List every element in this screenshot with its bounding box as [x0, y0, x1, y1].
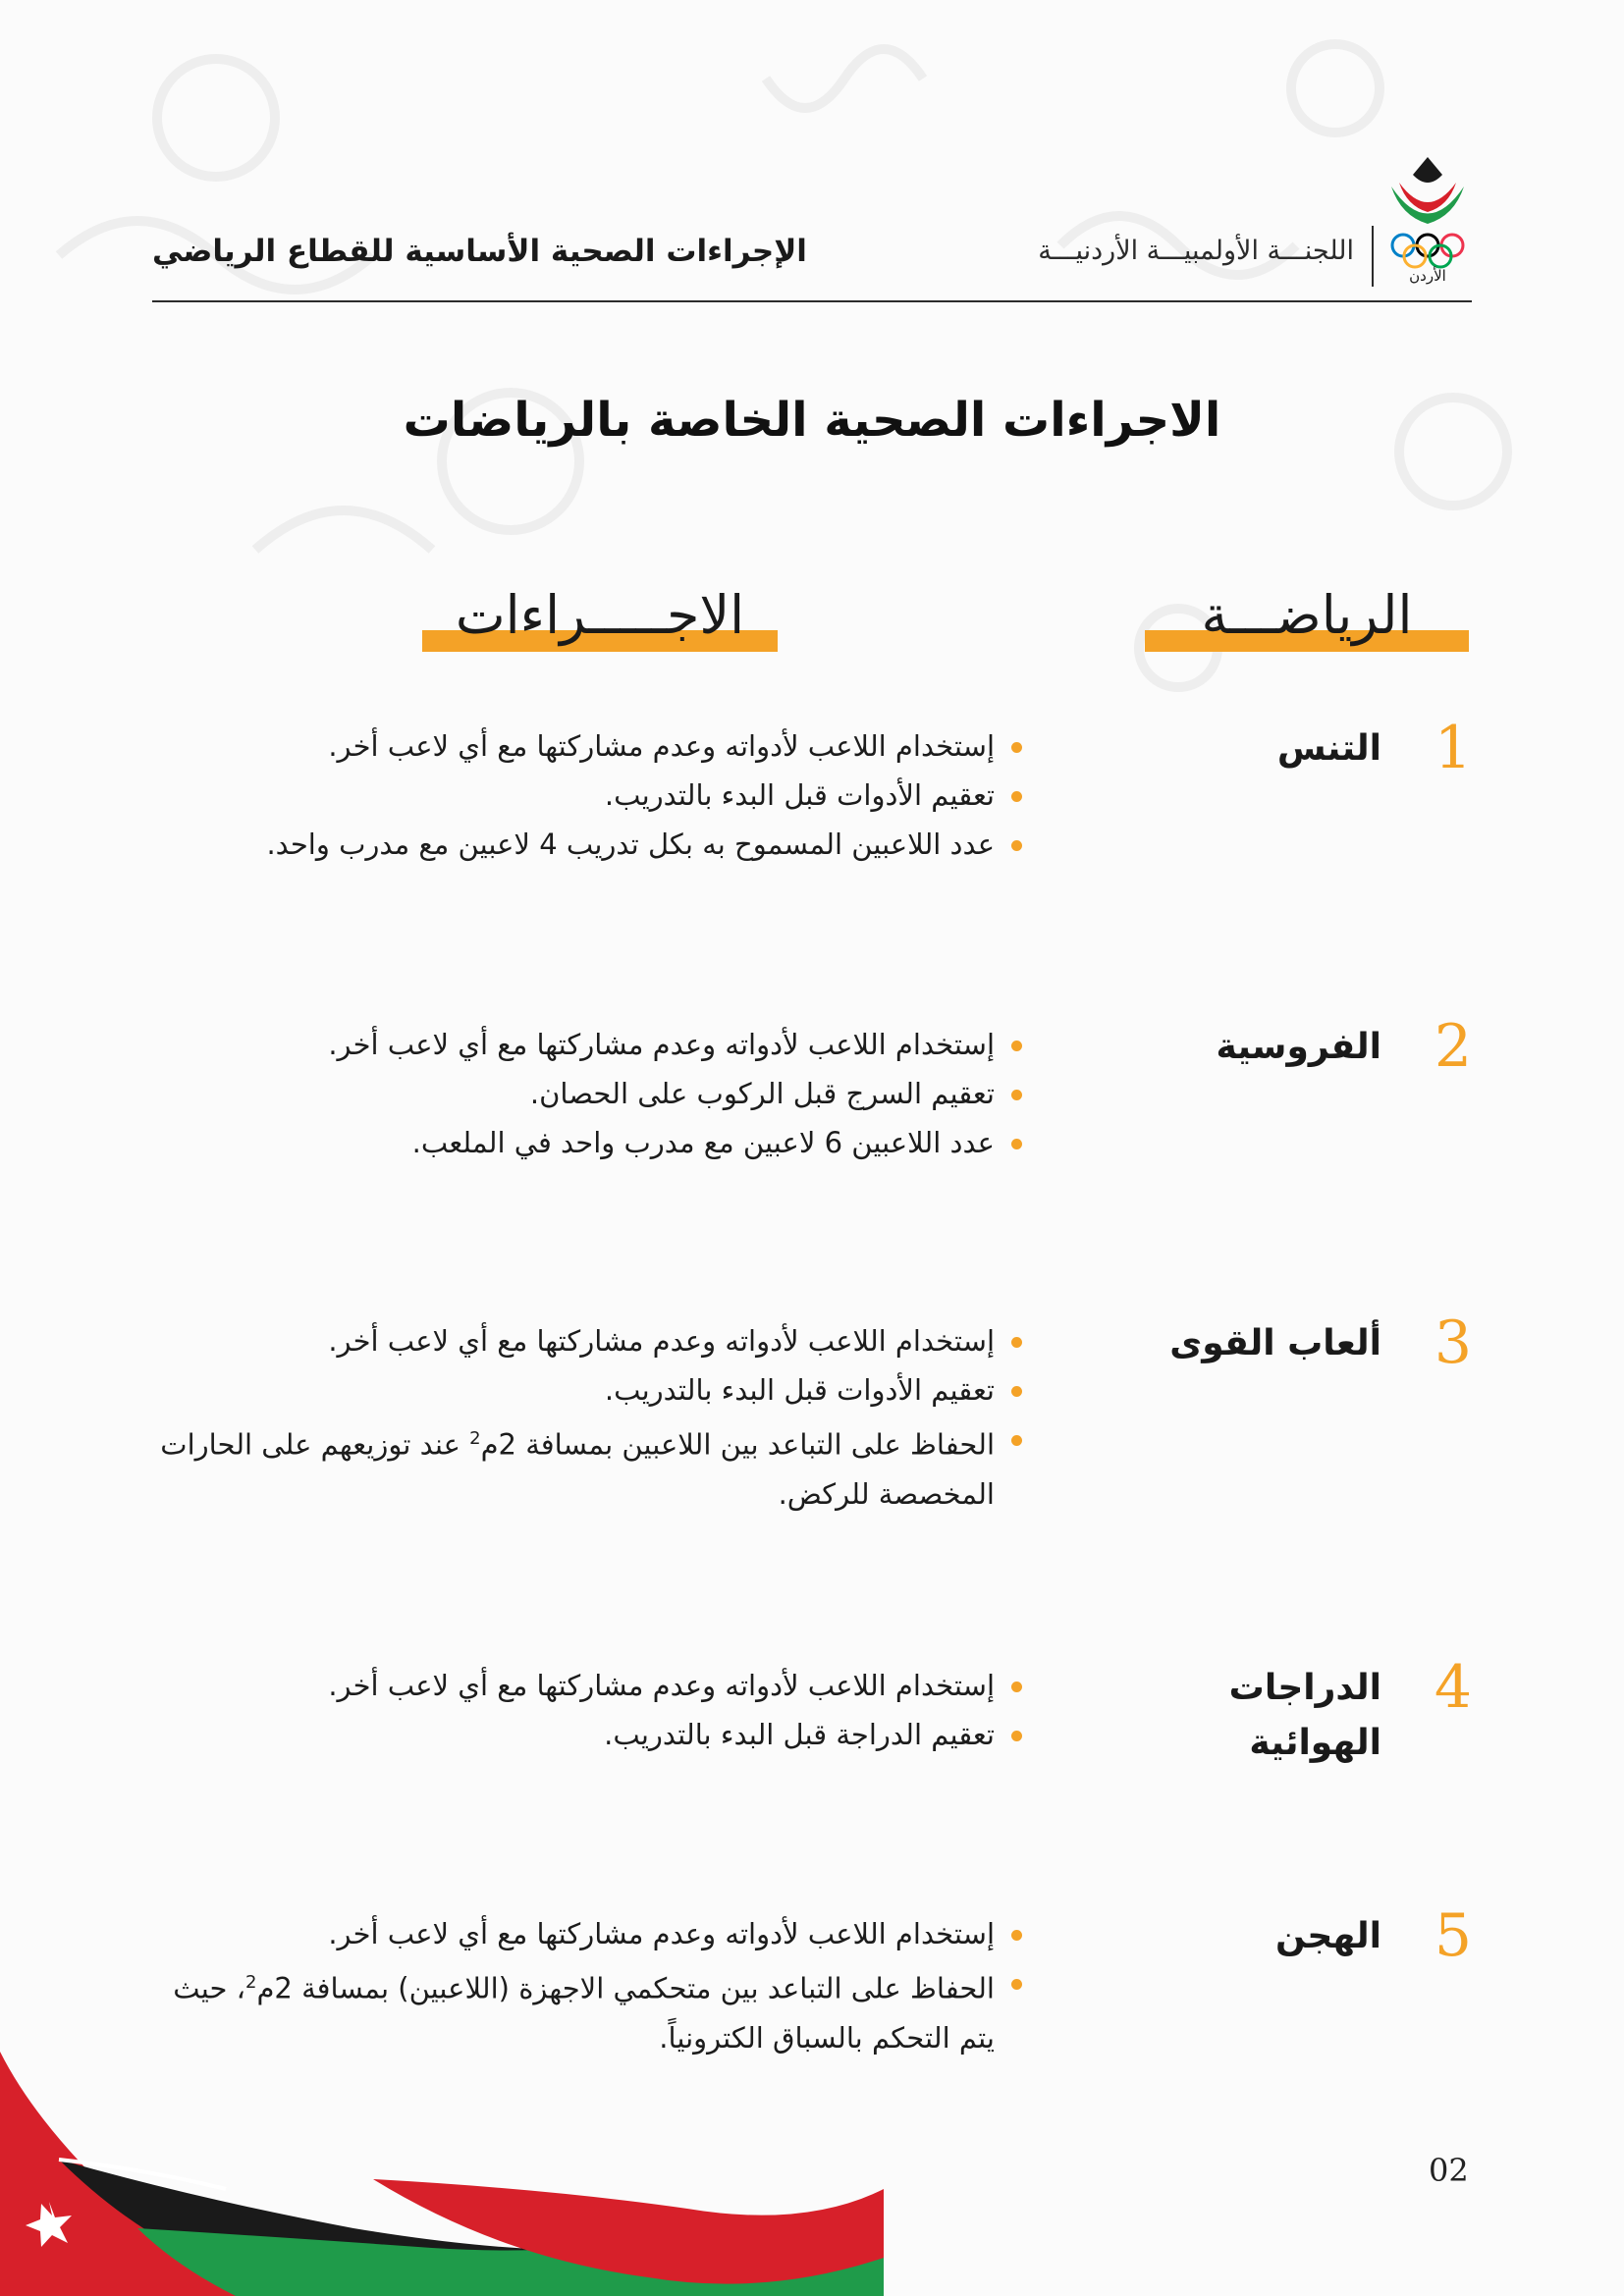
row-number: 2	[1434, 1012, 1472, 1081]
superscript: 2	[245, 1972, 257, 1993]
procedure-list	[140, 1316, 1024, 1519]
header-divider	[152, 300, 1472, 302]
organization-block	[883, 137, 1472, 304]
svg-text:الأردن: الأردن	[1409, 267, 1446, 285]
list-item: تعقيم السرج قبل الركوب على الحصان.	[140, 1069, 1024, 1118]
list-item-text: عند توزيعهم على الحارات المخصصة للركض.	[160, 1427, 995, 1511]
list-item: إستخدام اللاعب لأدواته وعدم مشاركتها مع أي لاعب أخر.	[140, 1909, 1024, 1958]
sport-name: الهجن	[1275, 1916, 1381, 1956]
sport-name: ألعاب القوى	[1169, 1323, 1381, 1363]
sport-name: الدراجات الهوائية	[1228, 1668, 1381, 1763]
sport-name: التنس	[1276, 728, 1381, 769]
list-item: إستخدام اللاعب لأدواته وعدم مشاركتها مع أي لاعب أخر.	[140, 1020, 1024, 1069]
list-item-text: الحفاظ على التباعد بين متحكمي الاجهزة (اللاعبين) بمسافة 2م	[256, 1971, 995, 2005]
procedure-list	[140, 1020, 1024, 1167]
list-item	[140, 1415, 1024, 1519]
organization-name: اللجنـــة الأولمبيـــة الأردنيـــة	[1038, 236, 1354, 266]
list-item: إستخدام اللاعب لأدواته وعدم مشاركتها مع أي لاعب أخر.	[140, 721, 1024, 771]
list-item-text: ، حيث يتم التحكم بالسباق الكترونياً.	[173, 1971, 995, 2055]
sport-name: الفروسية	[1216, 1027, 1381, 1067]
page-header	[152, 137, 1472, 304]
page-number: 02	[1429, 2152, 1469, 2189]
list-item: تعقيم الأدوات قبل البدء بالتدريب.	[140, 1365, 1024, 1415]
row-number: 1	[1434, 714, 1472, 782]
jordan-olympic-logo	[1383, 147, 1472, 285]
column-header-procedures	[422, 579, 778, 658]
logo-separator	[1372, 226, 1374, 287]
superscript: 2	[469, 1428, 481, 1449]
document-title: الإجراءات الصحية الأساسية للقطاع الرياضي	[152, 234, 807, 269]
column-header-procedures-label: الاجـــــراءات	[455, 584, 745, 646]
row-number: 5	[1434, 1901, 1472, 1970]
list-item: عدد اللاعبين المسموح به بكل تدريب 4 لاعبين مع مدرب واحد.	[140, 820, 1024, 869]
list-item: إستخدام اللاعب لأدواته وعدم مشاركتها مع أي لاعب أخر.	[140, 1316, 1024, 1365]
column-header-sport	[1145, 579, 1469, 658]
list-item: تعقيم الأدوات قبل البدء بالتدريب.	[140, 771, 1024, 820]
jordan-flag-wave	[0, 2032, 884, 2296]
row-number: 4	[1434, 1653, 1472, 1722]
list-item: تعقيم الدراجة قبل البدء بالتدريب.	[140, 1710, 1024, 1759]
column-header-sport-label: الرياضـــة	[1201, 584, 1413, 646]
list-item: إستخدام اللاعب لأدواته وعدم مشاركتها مع أي لاعب أخر.	[140, 1661, 1024, 1710]
row-number: 3	[1434, 1308, 1472, 1377]
list-item: عدد اللاعبين 6 لاعبين مع مدرب واحد في الملعب.	[140, 1118, 1024, 1167]
page-title: الاجراءات الصحية الخاصة بالرياضات	[403, 393, 1221, 448]
procedure-list	[140, 1661, 1024, 1759]
procedure-list	[140, 721, 1024, 869]
list-item-text: الحفاظ على التباعد بين اللاعبين بمسافة 2م	[480, 1427, 995, 1462]
